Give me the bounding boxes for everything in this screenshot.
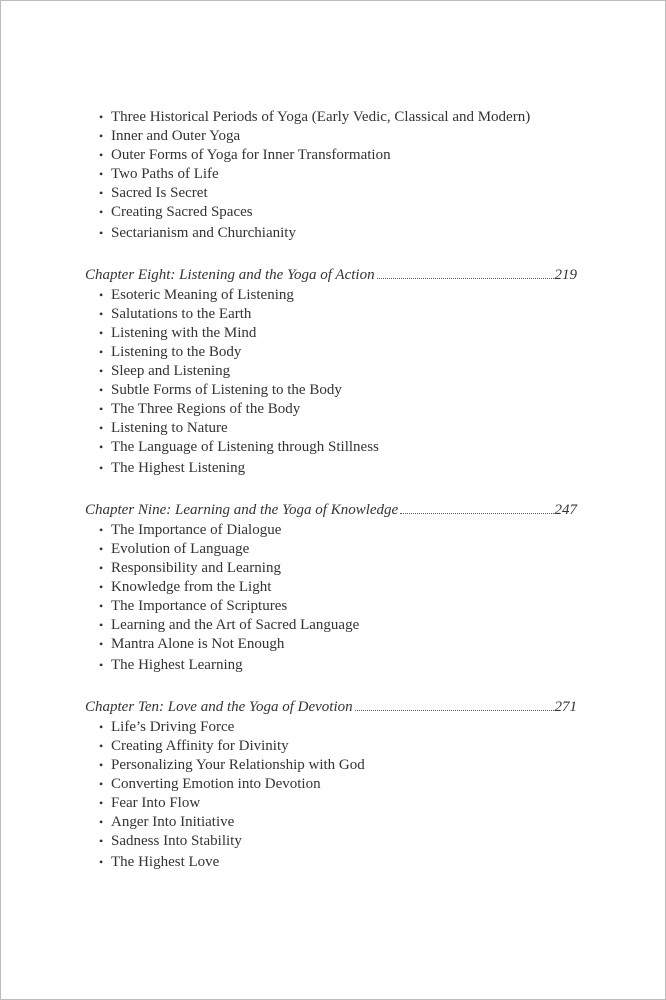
topic-item <box>85 616 577 635</box>
chapter-title: Chapter Eight: Listening and the Yoga of Action <box>85 267 375 283</box>
chapter-page-number: 271 <box>554 699 577 715</box>
bullet-icon: • <box>99 402 104 416</box>
topic-item <box>85 756 577 775</box>
topic-list <box>85 521 577 675</box>
topic-item <box>85 559 577 578</box>
topic-label: The Highest Learning <box>111 657 243 673</box>
topic-item <box>85 656 577 675</box>
bullet-icon: • <box>99 834 104 848</box>
topic-label: The Language of Listening through Stillness <box>111 439 379 455</box>
topic-label: Two Paths of Life <box>111 166 219 182</box>
topic-label: The Importance of Dialogue <box>111 522 282 538</box>
chapter-title: Chapter Nine: Learning and the Yoga of Knowledge <box>85 502 399 518</box>
topic-label: The Highest Love <box>111 854 220 870</box>
topic-label: Subtle Forms of Listening to the Body <box>111 382 342 398</box>
bullet-icon: • <box>99 658 104 672</box>
topic-label: Sadness Into Stability <box>111 833 242 849</box>
topic-item <box>85 305 577 324</box>
topic-label: Outer Forms of Yoga for Inner Transformation <box>111 147 391 163</box>
topic-label: Listening with the Mind <box>111 325 257 341</box>
bullet-icon: • <box>99 815 104 829</box>
topic-label: Creating Sacred Spaces <box>111 204 253 220</box>
topic-label: Evolution of Language <box>111 541 250 557</box>
bullet-icon: • <box>99 186 104 200</box>
topic-label: Sacred Is Secret <box>111 185 208 201</box>
bullet-icon: • <box>99 110 104 124</box>
topic-item <box>85 521 577 540</box>
bullet-icon: • <box>99 383 104 397</box>
topic-list <box>85 286 577 478</box>
chapter-page-number: 219 <box>554 267 577 283</box>
topic-item <box>85 324 577 343</box>
table-of-contents <box>85 108 577 872</box>
topic-label: Anger Into Initiative <box>111 814 235 830</box>
topic-item <box>85 737 577 756</box>
topic-item <box>85 578 577 597</box>
topic-label: The Highest Listening <box>111 460 246 476</box>
continued-section <box>85 108 577 243</box>
dot-leader <box>377 277 554 279</box>
topic-item <box>85 775 577 794</box>
bullet-icon: • <box>99 739 104 753</box>
bullet-icon: • <box>99 345 104 359</box>
topic-label: Salutations to the Earth <box>111 306 252 322</box>
bullet-icon: • <box>99 523 104 537</box>
bullet-icon: • <box>99 777 104 791</box>
bullet-icon: • <box>99 618 104 632</box>
topic-item <box>85 286 577 305</box>
chapter-heading[interactable] <box>85 266 577 285</box>
topic-item <box>85 419 577 438</box>
chapter-page-number: 247 <box>554 502 577 518</box>
bullet-icon: • <box>99 599 104 613</box>
chapter-ten <box>85 698 577 872</box>
topic-label: Knowledge from the Light <box>111 579 272 595</box>
topic-label: Inner and Outer Yoga <box>111 128 241 144</box>
topic-item <box>85 813 577 832</box>
topic-item <box>85 224 577 243</box>
bullet-icon: • <box>99 205 104 219</box>
topic-label: Listening to Nature <box>111 420 228 436</box>
chapter-heading[interactable] <box>85 501 577 520</box>
bullet-icon: • <box>99 129 104 143</box>
topic-label: The Importance of Scriptures <box>111 598 288 614</box>
topic-item <box>85 203 577 222</box>
bullet-icon: • <box>99 542 104 556</box>
topic-label: Fear Into Flow <box>111 795 201 811</box>
bullet-icon: • <box>99 288 104 302</box>
topic-item <box>85 400 577 419</box>
topic-item <box>85 438 577 457</box>
topic-label: Three Historical Periods of Yoga (Early Vedic, Classical and Modern) <box>111 109 531 125</box>
bullet-icon: • <box>99 796 104 810</box>
chapter-nine <box>85 501 577 675</box>
topic-item <box>85 381 577 400</box>
bullet-icon: • <box>99 561 104 575</box>
topic-label: Personalizing Your Relationship with God <box>111 757 365 773</box>
bullet-icon: • <box>99 226 104 240</box>
topic-item <box>85 540 577 559</box>
topic-label: Esoteric Meaning of Listening <box>111 287 294 303</box>
topic-item <box>85 459 577 478</box>
dot-leader <box>355 709 554 711</box>
bullet-icon: • <box>99 855 104 869</box>
topic-item <box>85 184 577 203</box>
bullet-icon: • <box>99 580 104 594</box>
chapter-eight <box>85 266 577 478</box>
topic-item <box>85 597 577 616</box>
topic-item <box>85 127 577 146</box>
topic-label: Mantra Alone is Not Enough <box>111 636 285 652</box>
topic-item <box>85 832 577 851</box>
bullet-icon: • <box>99 167 104 181</box>
bullet-icon: • <box>99 148 104 162</box>
bullet-icon: • <box>99 637 104 651</box>
topic-list <box>85 718 577 872</box>
topic-label: Responsibility and Learning <box>111 560 281 576</box>
topic-label: Sectarianism and Churchianity <box>111 225 296 241</box>
dot-leader <box>400 512 553 514</box>
topic-item <box>85 146 577 165</box>
bullet-icon: • <box>99 421 104 435</box>
bullet-icon: • <box>99 758 104 772</box>
topic-label: The Three Regions of the Body <box>111 401 301 417</box>
chapter-title: Chapter Ten: Love and the Yoga of Devotion <box>85 699 353 715</box>
topic-item <box>85 165 577 184</box>
bullet-icon: • <box>99 720 104 734</box>
topic-label: Life’s Driving Force <box>111 719 235 735</box>
bullet-icon: • <box>99 440 104 454</box>
topic-item <box>85 635 577 654</box>
topic-item <box>85 362 577 381</box>
topic-item <box>85 718 577 737</box>
topic-item <box>85 853 577 872</box>
chapter-heading[interactable] <box>85 698 577 717</box>
bullet-icon: • <box>99 326 104 340</box>
topic-label: Learning and the Art of Sacred Language <box>111 617 360 633</box>
topic-item <box>85 343 577 362</box>
topic-item <box>85 794 577 813</box>
topic-label: Converting Emotion into Devotion <box>111 776 321 792</box>
topic-label: Sleep and Listening <box>111 363 231 379</box>
topic-label: Listening to the Body <box>111 344 242 360</box>
topic-list <box>85 108 577 243</box>
bullet-icon: • <box>99 307 104 321</box>
bullet-icon: • <box>99 364 104 378</box>
topic-item <box>85 108 577 127</box>
topic-label: Creating Affinity for Divinity <box>111 738 289 754</box>
bullet-icon: • <box>99 461 104 475</box>
